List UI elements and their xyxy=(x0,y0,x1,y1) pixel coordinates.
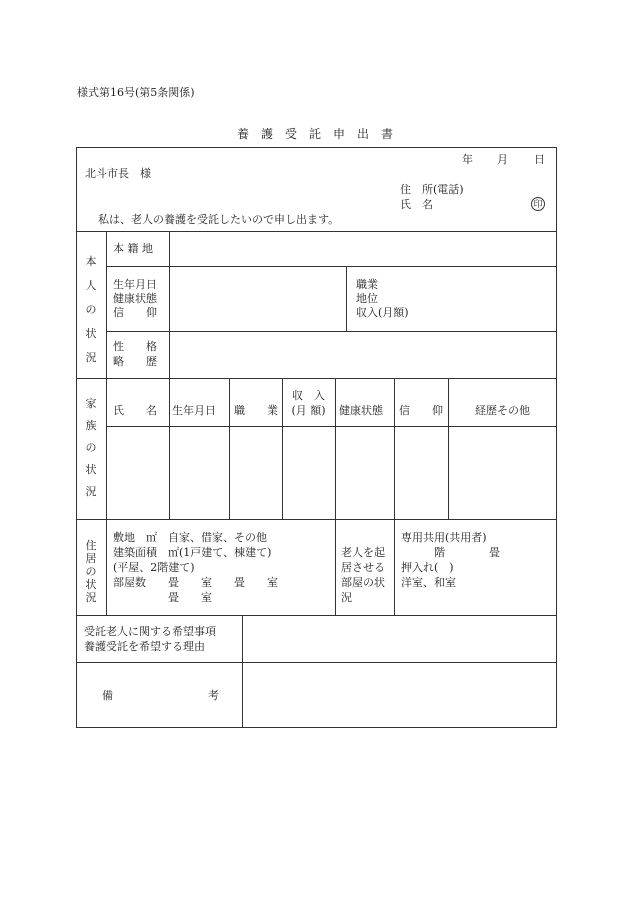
birth-label: 生年月日 xyxy=(113,278,157,291)
faith-label: 信 仰 xyxy=(113,306,157,319)
col-divider xyxy=(335,519,336,615)
family-col-health: 健康状態 xyxy=(339,404,383,417)
health-label: 健康状態 xyxy=(113,292,157,305)
family-col-career: 経歴その他 xyxy=(475,404,530,417)
room-label-4: 況 xyxy=(341,591,352,604)
col-divider xyxy=(169,378,170,519)
residence-site: 敷地 ㎡ 自家、借家、その他 xyxy=(113,531,267,544)
col-divider xyxy=(394,519,395,615)
address-label: 住 所(電話) xyxy=(400,183,464,196)
col-divider xyxy=(229,378,230,519)
addressee: 北斗市長 様 xyxy=(85,167,151,180)
room-label-2: 居させる xyxy=(341,561,385,574)
family-col-job: 職 業 xyxy=(234,404,278,417)
residence-section-label: 住 居 の 状 況 xyxy=(85,539,97,604)
family-col-birth: 生年月日 xyxy=(172,404,216,417)
col-divider xyxy=(346,266,347,331)
wish-label-2: 養護受託を希望する理由 xyxy=(84,640,205,653)
income-label: 収入(月額) xyxy=(356,306,409,319)
position-label: 地位 xyxy=(356,292,378,305)
remarks-label-1: 備 xyxy=(102,689,113,702)
row-divider xyxy=(76,519,557,520)
character-label: 性 格 xyxy=(113,340,157,353)
col-divider xyxy=(242,615,243,728)
col-divider xyxy=(335,378,336,519)
statement-text: 私は、老人の養護を受託したいので申し出ます。 xyxy=(98,213,340,226)
row-divider xyxy=(106,266,557,267)
domicile-label: 本 籍 地 xyxy=(113,242,153,255)
room-label-3: 部屋の状 xyxy=(341,576,385,589)
room-style: 洋室、和室 xyxy=(401,576,456,589)
history-label: 略 歴 xyxy=(113,355,157,368)
residence-floor-area: 建築面積 ㎡(1戸建て、棟建て) xyxy=(113,546,272,559)
family-col-income-bottom: (月 額) xyxy=(291,404,326,417)
form-number: 様式第16号(第5条関係) xyxy=(77,86,195,99)
room-closet: 押入れ( ) xyxy=(401,561,454,574)
family-col-faith: 信 仰 xyxy=(399,404,443,417)
date-day: 日 xyxy=(534,153,545,166)
room-share: 専用共用(共用者) xyxy=(401,531,487,544)
col-divider xyxy=(448,378,449,519)
room-floor-mats: 階 畳 xyxy=(401,546,500,559)
form-title: 養 護 受 託 申 出 書 xyxy=(236,127,393,141)
family-col-name: 氏 名 xyxy=(113,404,157,417)
row-divider xyxy=(76,615,557,616)
date-month: 月 xyxy=(497,153,508,166)
personal-section-label: 本 人 の 状 況 xyxy=(85,255,97,364)
residence-stories: (平屋、2階建て) xyxy=(113,561,195,574)
row-divider xyxy=(76,662,557,663)
family-section-label: 家 族 の 状 況 xyxy=(85,397,97,498)
family-col-income-top: 収 入 xyxy=(292,389,325,402)
col-divider xyxy=(394,378,395,519)
label-divider xyxy=(169,231,170,378)
row-divider xyxy=(106,331,557,332)
remarks-label-2: 考 xyxy=(208,689,219,702)
residence-rooms-extra: 畳 室 xyxy=(113,591,212,604)
row-divider xyxy=(76,378,557,379)
date-year: 年 xyxy=(462,153,473,166)
residence-rooms: 部屋数 畳 室 畳 室 xyxy=(113,576,278,589)
row-divider xyxy=(76,231,557,232)
job-label: 職業 xyxy=(356,278,378,291)
seal-mark: 印 xyxy=(531,197,545,211)
row-divider xyxy=(106,426,557,427)
section-divider xyxy=(106,231,107,615)
room-label-1: 老人を起 xyxy=(341,546,385,559)
wish-label-1: 受託老人に関する希望事項 xyxy=(84,625,216,638)
name-label: 氏 名 xyxy=(400,198,433,211)
